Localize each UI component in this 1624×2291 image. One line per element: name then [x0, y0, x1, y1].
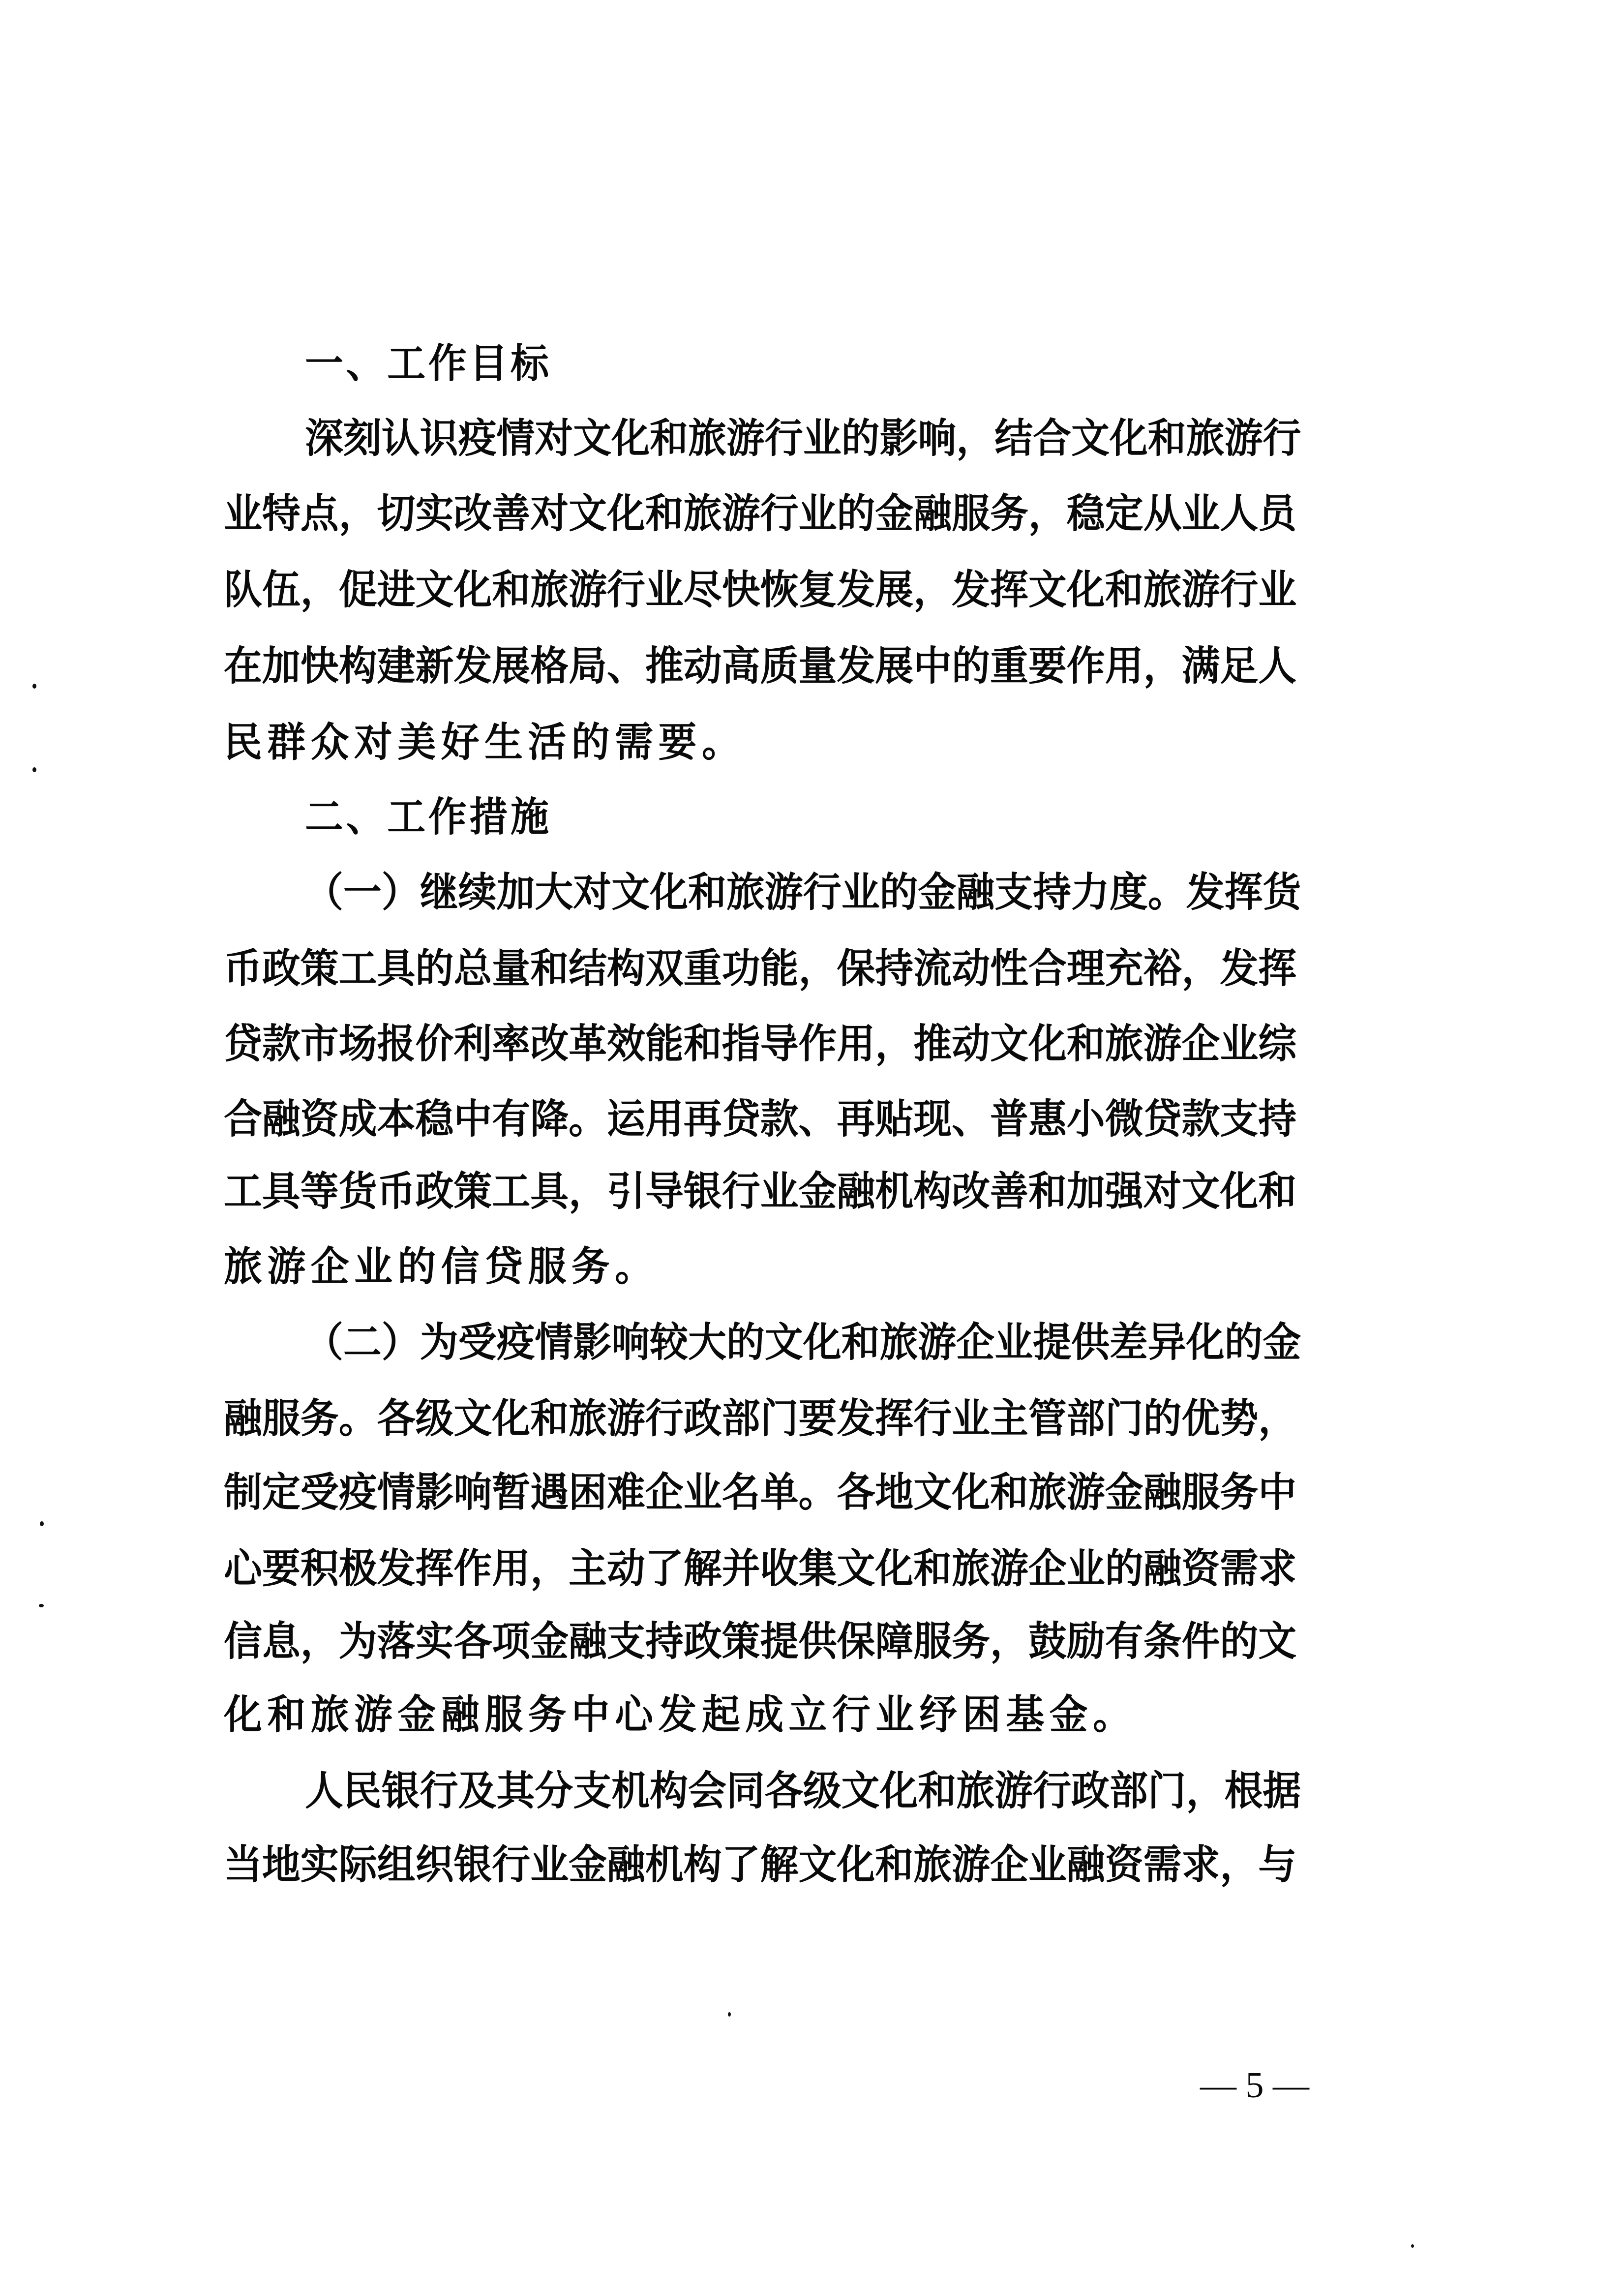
paragraph-line: 心要积极发挥作用，主动了解并收集文化和旅游企业的融资需求 — [224, 1545, 1297, 1592]
scan-speck — [32, 767, 36, 772]
paragraph-line: 信息，为落实各项金融支持政策提供保障服务，鼓励有条件的文 — [224, 1618, 1297, 1665]
section-heading-goals: 一、工作目标 — [305, 340, 552, 387]
paragraph-line: 当地实际组织银行业金融机构了解文化和旅游企业融资需求，与 — [224, 1841, 1297, 1888]
paragraph-line: 化和旅游金融服务中心发起成立行业纾困基金。 — [224, 1691, 1137, 1738]
paragraph-line: 旅游企业的信贷服务。 — [224, 1243, 659, 1290]
scan-speck — [39, 1604, 44, 1607]
scan-speck — [40, 1521, 44, 1526]
scan-speck — [1411, 2244, 1414, 2248]
section-heading-measures: 二、工作措施 — [305, 794, 552, 841]
paragraph-line: 人民银行及其分支机构会同各级文化和旅游行政部门，根据 — [305, 1768, 1301, 1814]
page-number: — 5 — — [1200, 2065, 1309, 2106]
paragraph-line: 工具等货币政策工具，引导银行业金融机构改善和加强对文化和 — [224, 1168, 1297, 1215]
paragraph-line: 在加快构建新发展格局、推动高质量发展中的重要作用，满足人 — [224, 643, 1297, 690]
paragraph-line: 融服务。各级文化和旅游行政部门要发挥行业主管部门的优势， — [224, 1395, 1297, 1442]
paragraph-line: 民群众对美好生活的需要。 — [224, 719, 746, 766]
paragraph-line: 合融资成本稳中有降。运用再贷款、再贴现、普惠小微贷款支持 — [224, 1096, 1297, 1143]
paragraph-line: 贷款市场报价利率改革效能和指导作用，推动文化和旅游企业综 — [224, 1021, 1297, 1067]
paragraph-line: 制定受疫情影响暂遇困难企业名单。各地文化和旅游金融服务中 — [224, 1469, 1297, 1516]
scan-speck — [728, 2012, 731, 2017]
scan-speck — [32, 684, 36, 689]
paragraph-line: （一）继续加大对文化和旅游行业的金融支持力度。发挥货 — [305, 869, 1301, 916]
paragraph-line: 深刻认识疫情对文化和旅游行业的影响，结合文化和旅游行 — [305, 415, 1301, 462]
paragraph-line: 队伍，促进文化和旅游行业尽快恢复发展，发挥文化和旅游行业 — [224, 567, 1297, 613]
paragraph-line: 业特点，切实改善对文化和旅游行业的金融服务，稳定从业人员 — [224, 490, 1297, 537]
paragraph-line: （二）为受疫情影响较大的文化和旅游企业提供差异化的金 — [305, 1319, 1301, 1366]
paragraph-line: 币政策工具的总量和结构双重功能，保持流动性合理充裕，发挥 — [224, 945, 1297, 992]
